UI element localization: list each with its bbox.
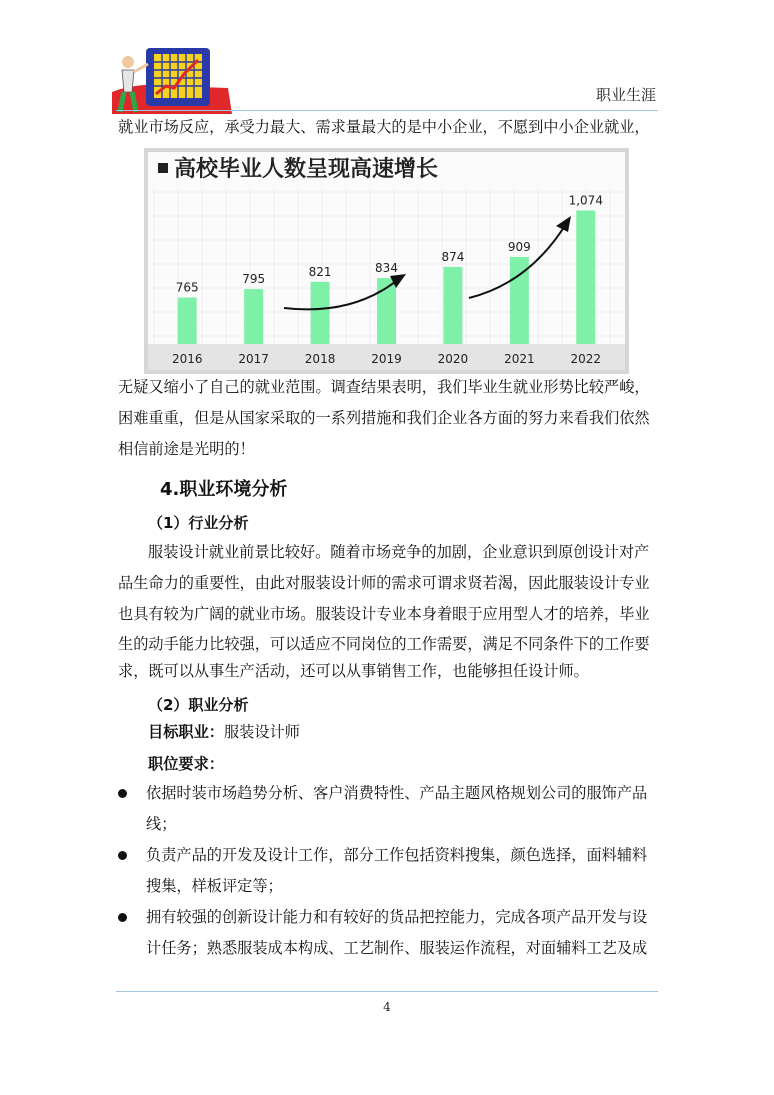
target-career — [148, 722, 663, 742]
x-tick-2016: 2016 — [171, 352, 203, 366]
value-label-2017: 795 — [242, 272, 266, 287]
chart-title-marker — [158, 163, 168, 173]
requirement-3-line-1: 拥有较强的创新设计能力和有较好的货品把控能力，完成各项产品开发与设 — [146, 908, 648, 926]
career-heading: （2）职业分析 — [148, 696, 249, 714]
body-line-1: 无疑又缩小了自己的就业范围。调查结果表明，我们毕业生就业形势比较严峻， — [118, 378, 650, 396]
page-number: 4 — [383, 1000, 391, 1014]
x-tick-2019: 2019 — [371, 352, 402, 366]
industry-line-1: 服装设计就业前景比较好。随着市场竞争的加剧，企业意识到原创设计对产 — [148, 543, 650, 561]
body-line-2: 困难重重，但是从国家采取的一系列措施和我们企业各方面的努力来看我们依然 — [118, 409, 650, 427]
header-divider — [116, 110, 658, 111]
chart-title: 高校毕业人数呈现高速增长 — [174, 157, 439, 182]
graduates-bar-chart — [144, 148, 629, 374]
bar-2017 — [244, 289, 263, 344]
requirement-2-line-2: 搜集，样板评定等； — [146, 877, 283, 895]
requirement-2-line-1: 负责产品的开发及设计工作，部分工作包括资料搜集，颜色选择，面料辅料 — [146, 846, 648, 864]
industry-heading: （1）行业分析 — [148, 514, 249, 532]
value-label-2020: 874 — [441, 249, 465, 264]
requirements-label: 职位要求： — [148, 755, 224, 773]
section-heading: 4.职业环境分析 — [160, 479, 288, 500]
bar-2020 — [443, 267, 462, 344]
x-tick-2018: 2018 — [304, 352, 336, 366]
target-career-label: 目标职业： — [148, 723, 224, 741]
x-tick-2021: 2021 — [504, 352, 535, 366]
bullet-dot-2 — [118, 851, 127, 860]
bar-2018 — [311, 282, 330, 344]
value-label-2022: 1,074 — [568, 193, 603, 208]
industry-line-3: 也具有较为广阔的就业市场。服装设计专业本身着眼于应用型人才的培养，毕业 — [118, 605, 650, 623]
industry-line-5: 求，既可以从事生产活动，还可以从事销售工作，也能够担任设计师。 — [118, 662, 589, 680]
body-line-3: 相信前途是光明的！ — [118, 440, 255, 458]
industry-line-2: 品生命力的重要性，由此对服装设计师的需求可谓求贤若渴，因此服装设计专业 — [118, 574, 650, 592]
x-tick-2022: 2022 — [570, 352, 602, 366]
bullet-dot-1 — [118, 789, 127, 798]
footer-divider — [116, 991, 658, 992]
value-label-2021: 909 — [507, 239, 531, 254]
requirement-1-line-2: 线； — [146, 815, 177, 833]
bar-2022 — [576, 211, 595, 344]
bar-2016 — [178, 298, 197, 344]
career-logo-illustration — [108, 42, 234, 116]
bullet-dot-3 — [118, 913, 127, 922]
header-title: 职业生涯 — [595, 86, 656, 104]
intro-line: 就业市场反应，承受力最大、需求量最大的是中小企业，不愿到中小企业就业， — [118, 118, 650, 136]
value-label-2018: 821 — [308, 264, 332, 279]
value-label-2019: 834 — [375, 261, 398, 276]
requirement-3-line-2: 计任务；熟悉服装成本构成、工艺制作、服装运作流程，对面辅料工艺及成 — [146, 939, 648, 957]
target-career-value: 服装设计师 — [223, 723, 300, 741]
industry-line-4: 生的动手能力比较强，可以适应不同岗位的工作需要，满足不同条件下的工作要 — [118, 635, 650, 653]
x-tick-2017: 2017 — [238, 352, 269, 366]
x-tick-2020: 2020 — [437, 352, 469, 366]
requirement-1-line-1: 依据时装市场趋势分析、客户消费特性、产品主题风格规划公司的服饰产品 — [146, 784, 648, 802]
value-label-2016: 765 — [175, 280, 199, 295]
